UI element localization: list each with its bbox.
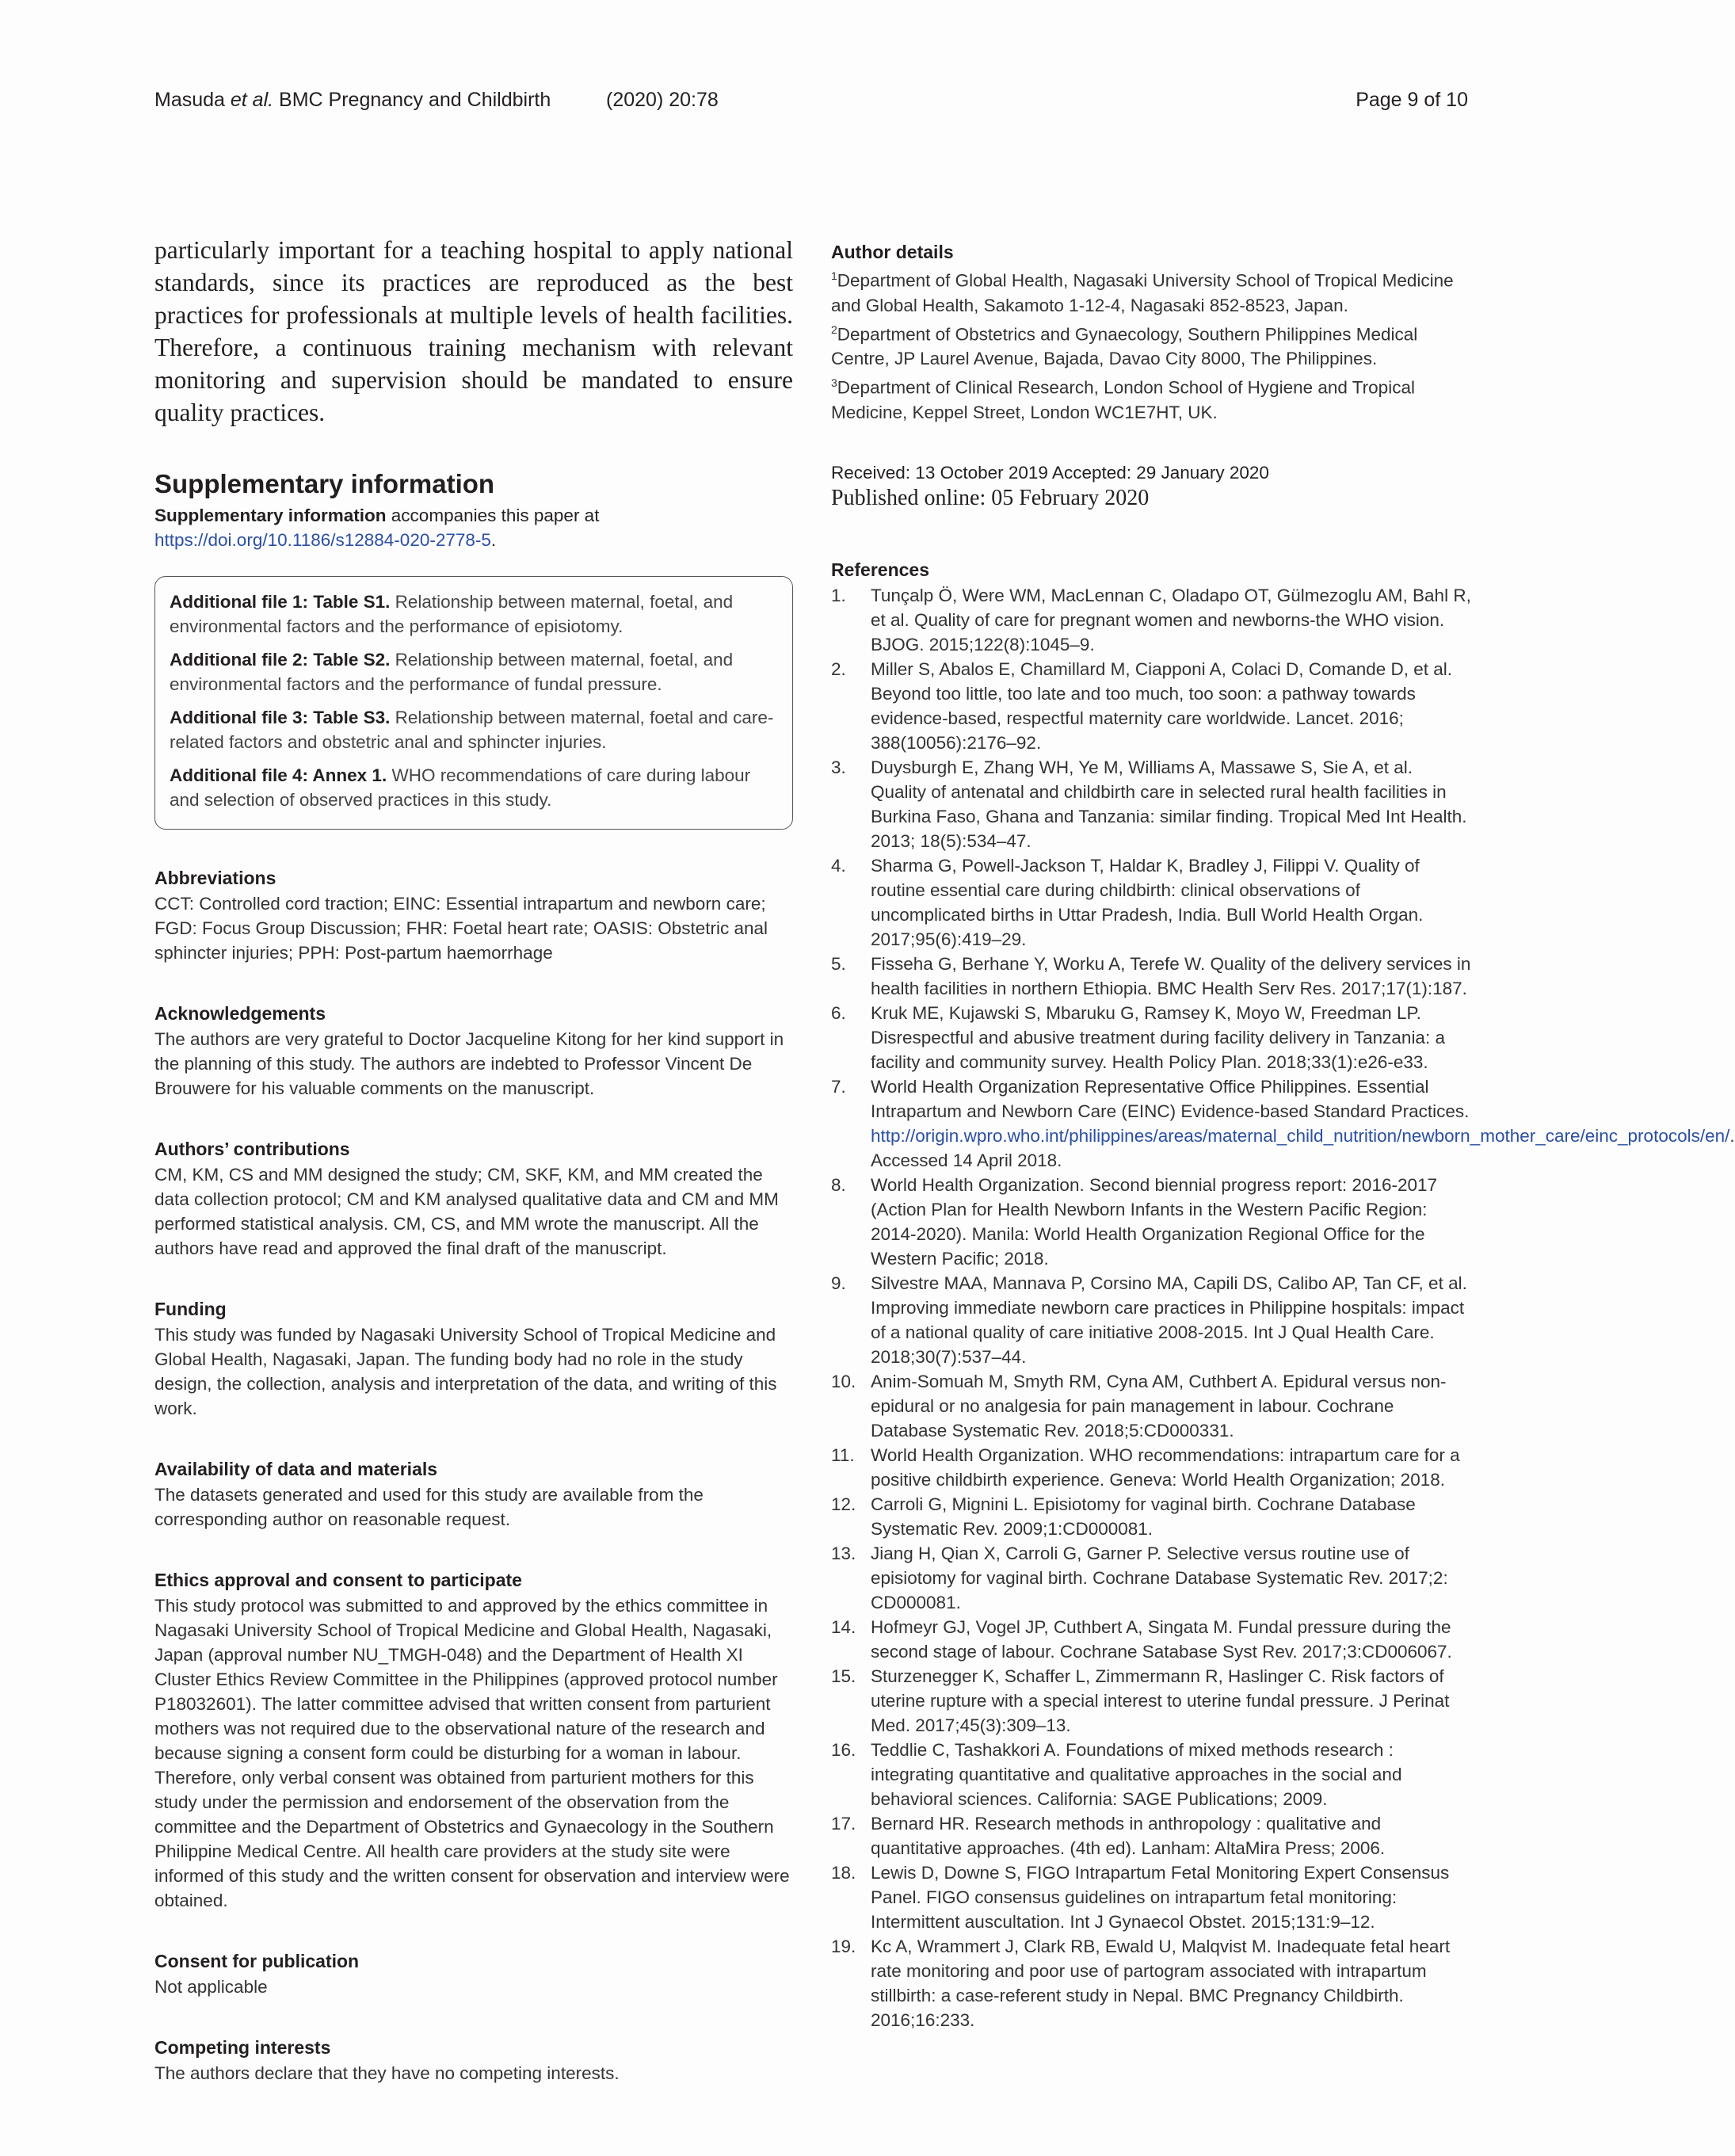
reference-item: 11. World Health Organization. WHO recommendations: intrapartum care for a positive childbirth experience. Geneva: World Health Organization; 2018. [831, 1444, 1460, 1490]
section-text: CM, KM, CS and MM designed the study; CM, SKF, KM, and MM created the data collection protocol; CM and KM analysed qualitative data and CM and MM performed statistical analysis. CM, CS, and MM wrote the manuscript. All the authors have read and approved the final draft of the manuscript. [154, 1165, 779, 1258]
consent-section [154, 1949, 793, 1999]
reference-item: 4. Sharma G, Powell-Jackson T, Haldar K, Bradley J, Filippi V. Quality of routine essential care during childbirth: clinical observations of uncomplicated births in Uttar Pradesh, India. Bull World Health Organ. 2017;95(6):419–29. [831, 855, 1424, 949]
additional-file-1[interactable]: Additional file 1: Table S1. Relationship between maternal, foetal, and environmental factors and the performance of episiotomy. [170, 592, 734, 636]
reference-item: 18. Lewis D, Downe S, FIGO Intrapartum Fetal Monitoring Expert Consensus Panel. FIGO consensus guidelines on intrapartum fetal monitoring: Intermittent auscultation. Int J Gynaecol Obstet. 2015;131:9–12. [831, 1862, 1450, 1932]
right-column [831, 240, 1735, 2032]
section-text: The authors declare that they have no competing interests. [154, 2063, 620, 2083]
section-text: Not applicable [154, 1977, 268, 1997]
journal-title: Masuda et al. BMC Pregnancy and Childbirth [154, 89, 551, 111]
reference-item: 5. Fisseha G, Berhane Y, Worku A, Terefe W. Quality of the delivery services in health facilities in northern Ethiopia. BMC Health Serv Res. 2017;17(1):187. [831, 953, 1471, 998]
section-text: The authors are very grateful to Doctor Jacqueline Kitong for her kind support in the planning of this study. The authors are indebted to Professor Vincent De Brouwere for his valuable comments on the manuscript. [154, 1029, 784, 1098]
doi-link[interactable]: https://doi.org/10.1186/s12884-020-2778-5 [154, 530, 491, 550]
section-text: The datasets generated and used for this study are available from the corresponding author on reasonable request. [154, 1485, 704, 1529]
section-text: CCT: Controlled cord traction; EINC: Essential intrapartum and newborn care; FGD: Focus Group Discussion; FHR: Foetal heart rate; OASIS: Obstetric anal sphincter injuries; PPH: Post-partum haemorrhage [154, 894, 768, 963]
section-heading: Acknowledgements [154, 1003, 326, 1024]
body-paragraph: particularly important for a teaching hospital to apply national standards, since its practices are reproduced as the best practices for professionals at multiple levels of health facilities. Therefore, a continuous training mechanism with relevant monitoring and supervision should be mandated to ensure quality practices. [154, 236, 793, 426]
received-accepted-dates: Received: 13 October 2019 Accepted: 29 January 2020 [831, 462, 1269, 483]
section-heading: Competing interests [154, 2037, 331, 2058]
section-heading: Availability of data and materials [154, 1459, 438, 1479]
supplementary-text: Supplementary information accompanies this paper at https://doi.org/10.1186/s12884-020-2778-5. [154, 506, 600, 550]
supplementary-title: Supplementary information [154, 469, 495, 498]
reference-item: 8. World Health Organization. Second biennial progress report: 2016-2017 (Action Plan for Health Newborn Infants in the Western Pacific Region: 2014-2020). Manila: World Health Organization Regional Office for the Western Pacific; 2018. [831, 1174, 1438, 1269]
availability-section [154, 1457, 793, 1532]
published-date: Published online: 05 February 2020 [831, 485, 1150, 510]
competing-interests-section [154, 2036, 793, 2085]
additional-file-4[interactable]: Additional file 4: Annex 1. WHO recommendations of care during labour and selection of observed practices in this study. [170, 765, 751, 810]
reference-item: 12. Carroli G, Mignini L. Episiotomy for vaginal birth. Cochrane Database Systematic Rev. 2009;1:CD000081. [831, 1494, 1416, 1539]
section-heading: Abbreviations [154, 868, 276, 888]
reference-item: 14. Hofmeyr GJ, Vogel JP, Cuthbert A, Singata M. Fundal pressure during the second stage of labour. Cochrane Satabase Syst Rev. 2017;3:CD006067. [831, 1616, 1452, 1662]
reference-item: 1. Tunçalp Ö, Were WM, MacLennan C, Oladapo OT, Gülmezoglu AM, Bahl R, et al. Quality of care for pregnant women and newborns-the WHO vision. BJOG. 2015;122(8):1045–9. [831, 585, 1471, 654]
page-number: Page 9 of 10 [1356, 89, 1468, 111]
additional-files-box [154, 576, 793, 830]
reference-item: 17. Bernard HR. Research methods in anthropology : qualitative and quantitative approaches. (4th ed). Lanham: AltaMira Press; 2006. [831, 1813, 1386, 1858]
references-heading: References [831, 559, 930, 580]
affiliation: $^1$Department of Global Health, Nagasaki University School of Tropical Medicine and Global Health, Sakamoto 1-12-4, Nagasaki 852-8523, Japan. [831, 269, 1454, 315]
funding-section [154, 1297, 793, 1421]
reference-item: 13. Jiang H, Qian X, Carroli G, Garner P. Selective versus routine use of episiotomy for vaginal birth. Cochrane Database Systematic Rev. 2017;2: CD000081. [831, 1543, 1448, 1612]
reference-item: 7. World Health Organization Representative Office Philippines. Essential Intrapartum and Newborn Care (EINC) Evidence-based Standard Practices. http://origin.wpro.who.int/philippines/areas/maternal_child_nutrition/newborn_mother_care/einc_protocols/en/. Accessed 14 April 2018. [831, 1076, 1735, 1170]
reference-item: 3. Duysburgh E, Zhang WH, Ye M, Williams A, Massawe S, Sie A, et al. Quality of antenatal and childbirth care in selected rural health facilities in Burkina Faso, Ghana and Tanzania: similar finding. Tropical Med Int Health. 2013; 18(5):534–47. [831, 757, 1467, 851]
reference-item: 15. Sturzenegger K, Schaffer L, Zimmermann R, Haslinger C. Risk factors of uterine rupture with a special interest to uterine fundal pressure. J Perinat Med. 2017;45(3):309–13. [831, 1666, 1450, 1735]
left-column [154, 234, 793, 2085]
citation: (2020) 20:78 [606, 89, 719, 111]
section-text: This study protocol was submitted to and approved by the ethics committee in Nagasaki University School of Tropical Medicine and Global Health, Nagasaki, Japan (approval number NU_TMGH-048) and the Department of Health XI Cluster Ethics Review Committee in the Philippines (approved protocol number P18032601). The latter committee advised that written consent from parturient mothers was not required due to the observational nature of the research and because signing a consent form could be disturbing for a woman in labour. Therefore, only verbal consent was obtained from parturient mothers for this study under the permission and endorsement of the observation from the committee and the Department of Obstetrics and Gynaecology in the Southern Philippine Medical Centre. All health care providers at the study site were informed of this study and the written consent for observation and interview were obtained. [154, 1596, 790, 1910]
author-details [831, 240, 1471, 425]
affiliation: $^3$Department of Clinical Research, London School of Hygiene and Tropical Medicine, Keppel Street, London WC1E7HT, UK. [831, 376, 1415, 422]
abbreviations-section [154, 866, 793, 965]
running-header [154, 86, 1468, 114]
author-details-heading: Author details [831, 242, 954, 262]
additional-file-3[interactable]: Additional file 3: Table S3. Relationship between maternal, foetal and care-related factors and obstetric anal and sphincter injuries. [170, 708, 774, 752]
section-heading: Consent for publication [154, 1951, 360, 1971]
affiliation: $^2$Department of Obstetrics and Gynaecology, Southern Philippines Medical Centre, JP Laurel Avenue, Bajada, Davao City 8000, The Philippines. [831, 322, 1418, 368]
reference-item: 19. Kc A, Wrammert J, Clark RB, Ewald U, Malqvist M. Inadequate fetal heart rate monitoring and poor use of partogram associated with intrapartum stillbirth: a case-referent study in Nepal. BMC Pregnancy Childbirth. 2016;16:233. [831, 1936, 1451, 2030]
additional-file-2[interactable]: Additional file 2: Table S2. Relationship between maternal, foetal, and environmental factors and the performance of fundal pressure. [170, 650, 734, 694]
section-heading: Authors’ contributions [154, 1139, 350, 1159]
section-heading: Funding [154, 1299, 227, 1319]
supplementary-section [154, 468, 793, 830]
ethics-section [154, 1568, 793, 1913]
acknowledgements-section [154, 1002, 793, 1101]
reference-item: 9. Silvestre MAA, Mannava P, Corsino MA, Capili DS, Calibo AP, Tan CF, et al. Improving immediate newborn care practices in Philippine hospitals: impact of a national quality of care initiative 2008-2015. Int J Qual Health Care. 2018;30(7):537–44. [831, 1273, 1467, 1367]
contributions-section [154, 1137, 793, 1261]
section-heading: Ethics approval and consent to participate [154, 1570, 522, 1590]
reference-item: 10. Anim-Somuah M, Smyth RM, Cyna AM, Cuthbert A. Epidural versus non-epidural or no analgesia for pain management in labour. Cochrane Database Systematic Rev. 2018;5:CD000331. [831, 1371, 1447, 1441]
reference-item: 6. Kruk ME, Kujawski S, Mbaruku G, Ramsey K, Moyo W, Freedman LP. Disrespectful and abusive treatment during facility delivery in Tanzania: a facility and community survey. Health Policy Plan. 2018;33(1):e26-e33. [831, 1002, 1445, 1072]
reference-item: 2. Miller S, Abalos E, Chamillard M, Ciapponi A, Colaci D, Comande D, et al. Beyond too little, too late and too much, too soon: a pathway towards evidence-based, respectful maternity care worldwide. Lancet. 2016; 388(10056):2176–92. [831, 658, 1453, 753]
references-list [831, 583, 1735, 2032]
section-text: This study was funded by Nagasaki University School of Tropical Medicine and Global Health, Nagasaki, Japan. The funding body had no role in the study design, the collection, analysis and interpretation of the data, and writing of this work. [154, 1325, 777, 1418]
reference-item: 16. Teddlie C, Tashakkori A. Foundations of mixed methods research : integrating quantitative and qualitative approaches in the social and behavioral sciences. California: SAGE Publications; 2009. [831, 1739, 1402, 1809]
reference-link[interactable]: http://origin.wpro.who.int/philippines/areas/maternal_child_nutrition/newborn_mother_care/einc_protocols/en/ [871, 1125, 1730, 1146]
